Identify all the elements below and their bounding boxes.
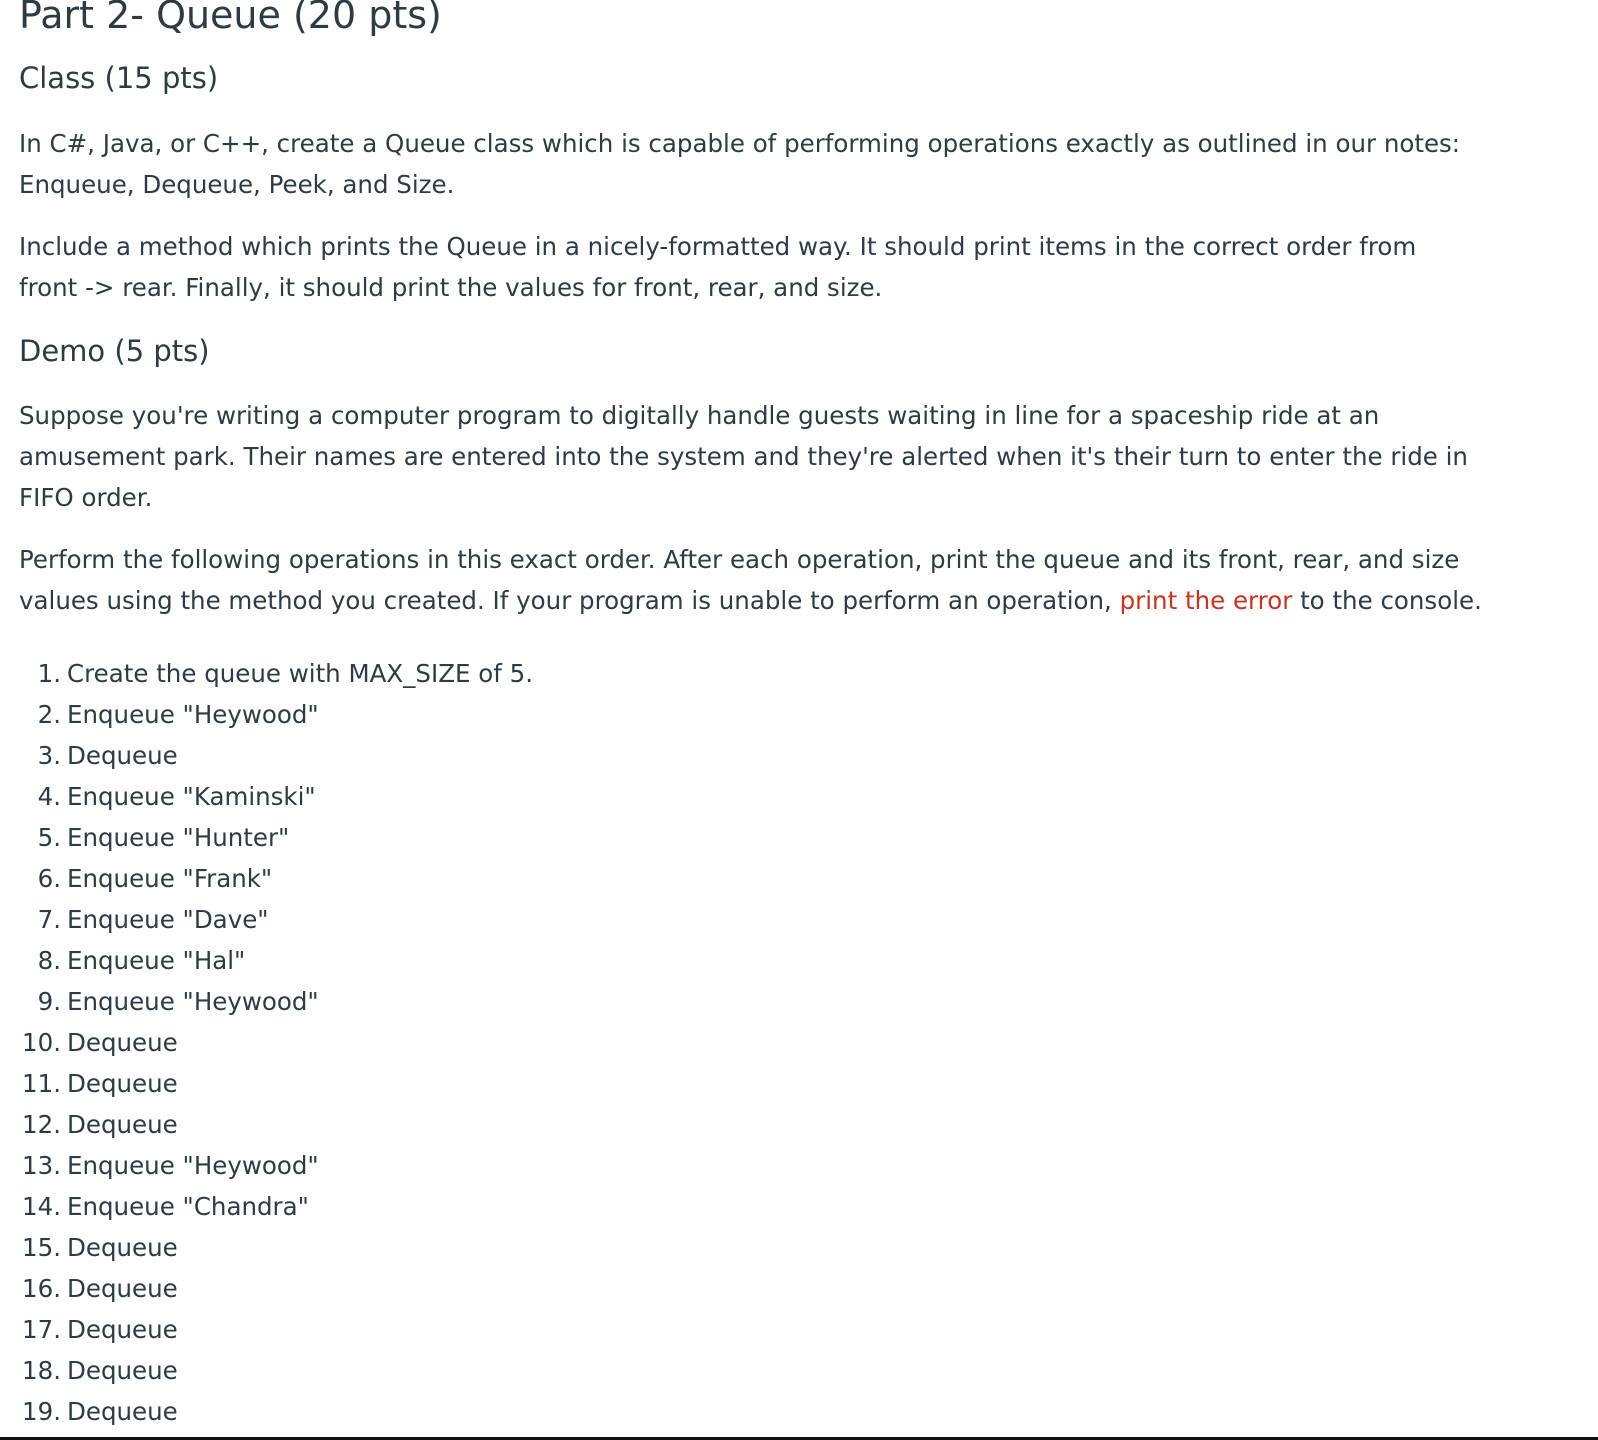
page-title: Part 2- Queue (20 pts)	[19, 0, 442, 37]
operation-number: 18.	[22, 1356, 61, 1385]
operation-item	[19, 1104, 533, 1145]
operation-number: 4.	[37, 782, 61, 811]
demo-scenario-line-3: FIFO order.	[19, 483, 153, 512]
operation-text: Enqueue "Frank"	[67, 864, 273, 893]
operation-text: Enqueue "Heywood"	[67, 700, 319, 729]
print-error-highlight: print the error	[1119, 586, 1293, 615]
demo-instructions	[19, 539, 1539, 621]
operation-item	[19, 899, 533, 940]
operation-text: Enqueue "Hal"	[67, 946, 246, 975]
operation-number: 8.	[37, 946, 61, 975]
demo-section-heading: Demo (5 pts)	[19, 334, 210, 368]
operation-number: 19.	[22, 1397, 61, 1426]
operation-number: 5.	[37, 823, 61, 852]
instructions-text-after: to the console.	[1292, 586, 1482, 615]
operation-text: Enqueue "Hunter"	[67, 823, 290, 852]
operation-number: 16.	[22, 1274, 61, 1303]
operation-item	[19, 653, 533, 694]
operation-item	[19, 1309, 533, 1350]
operation-item	[19, 858, 533, 899]
print-method-description	[19, 226, 1539, 308]
demo-scenario-line-2: amusement park. Their names are entered into the system and they're alerted when it's their turn to enter the ride in	[19, 442, 1468, 471]
operation-number: 14.	[22, 1192, 61, 1221]
operation-text: Enqueue "Chandra"	[67, 1192, 309, 1221]
operation-item	[19, 981, 533, 1022]
operation-number: 7.	[37, 905, 61, 934]
instructions-text-before: values using the method you created. If your program is unable to perform an operation,	[19, 586, 1120, 615]
operation-number: 9.	[37, 987, 61, 1016]
operation-item	[19, 694, 533, 735]
operation-item	[19, 1145, 533, 1186]
operation-item	[19, 1186, 533, 1227]
operation-item	[19, 817, 533, 858]
operation-item	[19, 1022, 533, 1063]
print-method-line-2: front -> rear. Finally, it should print the values for front, rear, and size.	[19, 273, 883, 302]
operation-text: Dequeue	[67, 1110, 178, 1139]
operation-number: 17.	[22, 1315, 61, 1344]
operations-list	[19, 653, 533, 1432]
demo-scenario	[19, 395, 1539, 518]
operation-text: Create the queue with MAX_SIZE of 5.	[67, 659, 534, 688]
operation-text: Dequeue	[67, 1028, 178, 1057]
operation-item	[19, 1227, 533, 1268]
operation-item	[19, 1063, 533, 1104]
class-description-line-1: In C#, Java, or C++, create a Queue class which is capable of performing operations exactly as outlined in our notes:	[19, 129, 1461, 158]
operation-number: 10.	[22, 1028, 61, 1057]
demo-instructions-line-1: Perform the following operations in this exact order. After each operation, print the queue and its front, rear, and size	[19, 545, 1460, 574]
operation-text: Dequeue	[67, 741, 178, 770]
operation-number: 6.	[37, 864, 61, 893]
operation-text: Dequeue	[67, 1315, 178, 1344]
operation-text: Dequeue	[67, 1274, 178, 1303]
demo-instructions-line-2	[19, 580, 1539, 621]
operation-text: Enqueue "Kaminski"	[67, 782, 316, 811]
operation-text: Enqueue "Heywood"	[67, 987, 319, 1016]
operation-text: Dequeue	[67, 1069, 178, 1098]
class-description-line-2: Enqueue, Dequeue, Peek, and Size.	[19, 170, 455, 199]
operation-number: 12.	[22, 1110, 61, 1139]
operation-item	[19, 940, 533, 981]
class-section-heading: Class (15 pts)	[19, 61, 219, 95]
operation-number: 3.	[37, 741, 61, 770]
operation-item	[19, 1350, 533, 1391]
operation-number: 15.	[22, 1233, 61, 1262]
operation-number: 1.	[37, 659, 61, 688]
operation-item	[19, 776, 533, 817]
demo-scenario-line-1: Suppose you're writing a computer program to digitally handle guests waiting in line for a spaceship ride at an	[19, 401, 1380, 430]
operation-item	[19, 1391, 533, 1432]
operation-text: Dequeue	[67, 1397, 178, 1426]
operation-text: Enqueue "Dave"	[67, 905, 269, 934]
print-method-line-1: Include a method which prints the Queue in a nicely-formatted way. It should print items in the correct order from	[19, 232, 1417, 261]
operation-text: Dequeue	[67, 1356, 178, 1385]
operation-number: 11.	[22, 1069, 61, 1098]
class-description	[19, 123, 1539, 205]
operation-text: Dequeue	[67, 1233, 178, 1262]
operation-item	[19, 735, 533, 776]
operation-text: Enqueue "Heywood"	[67, 1151, 319, 1180]
operation-number: 2.	[37, 700, 61, 729]
operation-number: 13.	[22, 1151, 61, 1180]
operation-item	[19, 1268, 533, 1309]
